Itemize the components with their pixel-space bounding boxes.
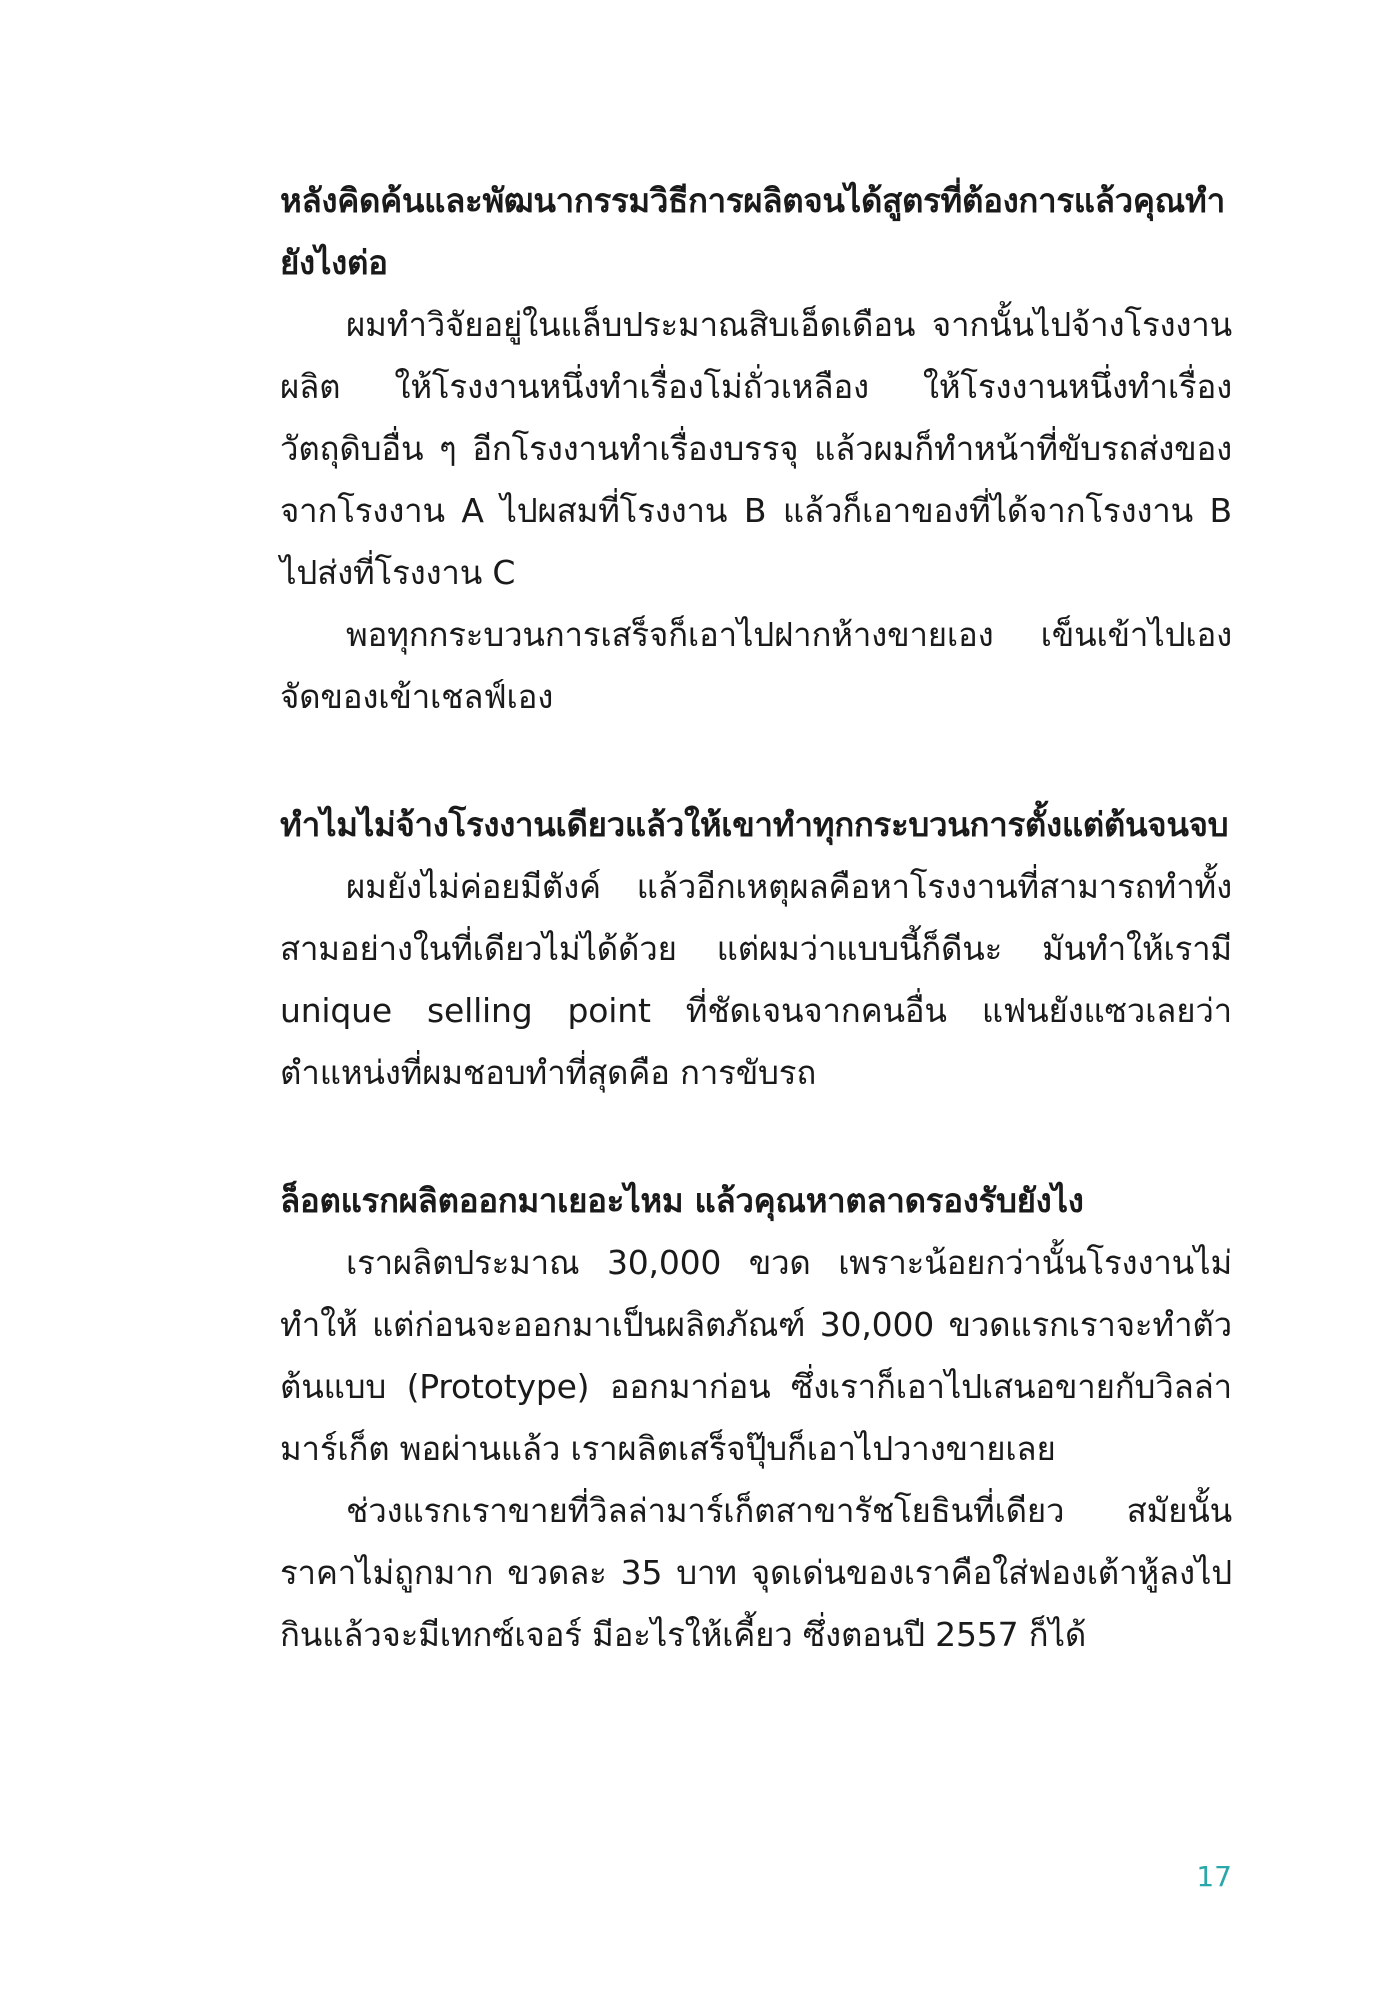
- document-body: [280, 170, 1232, 1666]
- question-heading: ล็อตแรกผลิตออกมาเยอะไหม แล้วคุณหาตลาดรองรับยังไง: [280, 1181, 1084, 1220]
- answer-paragraph: ช่วงแรกเราขายที่วิลล่ามาร์เก็ตสาขารัชโยธินที่เดียว สมัยนั้นราคาไม่ถูกมาก ขวดละ 35 บาท จุดเด่นของเราคือใส่ฟองเต้าหู้ลงไป กินแล้วจะมีเทกซ์เจอร์ มีอะไรให้เคี้ยว ซึ่งตอนปี 2557 ก็ได้: [280, 1491, 1232, 1654]
- question-heading: หลังคิดค้นและพัฒนากรรมวิธีการผลิตจนได้สูตรที่ต้องการแล้วคุณทำยังไงต่อ: [280, 181, 1225, 282]
- answer-paragraph: พอทุกกระบวนการเสร็จก็เอาไปฝากห้างขายเอง เข็นเข้าไปเองจัดของเข้าเชลฟ์เอง: [280, 615, 1232, 716]
- page-number: 17: [1196, 1860, 1232, 1893]
- answer-paragraph: เราผลิตประมาณ 30,000 ขวด เพราะน้อยกว่านั้นโรงงานไม่ทำให้ แต่ก่อนจะออกมาเป็นผลิตภัณฑ์ 30,000 ขวดแรกเราจะทำตัวต้นแบบ (Prototype) ออกมาก่อน ซึ่งเราก็เอาไปเสนอขายกับวิลล่ามาร์เก็ต พอผ่านแล้ว เราผลิตเสร็จปุ๊บก็เอาไปวางขายเลย: [280, 1243, 1232, 1468]
- qa-section-1: [280, 170, 1232, 728]
- qa-section-2: [280, 794, 1232, 1104]
- qa-section-3: [280, 1170, 1232, 1666]
- answer-paragraph: ผมทำวิจัยอยู่ในแล็บประมาณสิบเอ็ดเดือน จากนั้นไปจ้างโรงงานผลิต ให้โรงงานหนึ่งทำเรื่องโม่ถั่วเหลือง ให้โรงงานหนึ่งทำเรื่องวัตถุดิบอื่น ๆ อีกโรงงานทำเรื่องบรรจุ แล้วผมก็ทำหน้าที่ขับรถส่งของจากโรงงาน A ไปผสมที่โรงงาน B แล้วก็เอาของที่ได้จากโรงงาน B ไปส่งที่โรงงาน C: [280, 305, 1232, 592]
- question-heading: ทำไมไม่จ้างโรงงานเดียวแล้วให้เขาทำทุกกระบวนการตั้งแต่ต้นจนจบ: [280, 805, 1229, 844]
- answer-paragraph: ผมยังไม่ค่อยมีตังค์ แล้วอีกเหตุผลคือหาโรงงานที่สามารถทำทั้งสามอย่างในที่เดียวไม่ได้ด้วย แต่ผมว่าแบบนี้ก็ดีนะ มันทำให้เรามี unique selling point ที่ชัดเจนจากคนอื่น แฟนยังแซวเลยว่า ตำแหน่งที่ผมชอบทำที่สุดคือ การขับรถ: [280, 867, 1232, 1092]
